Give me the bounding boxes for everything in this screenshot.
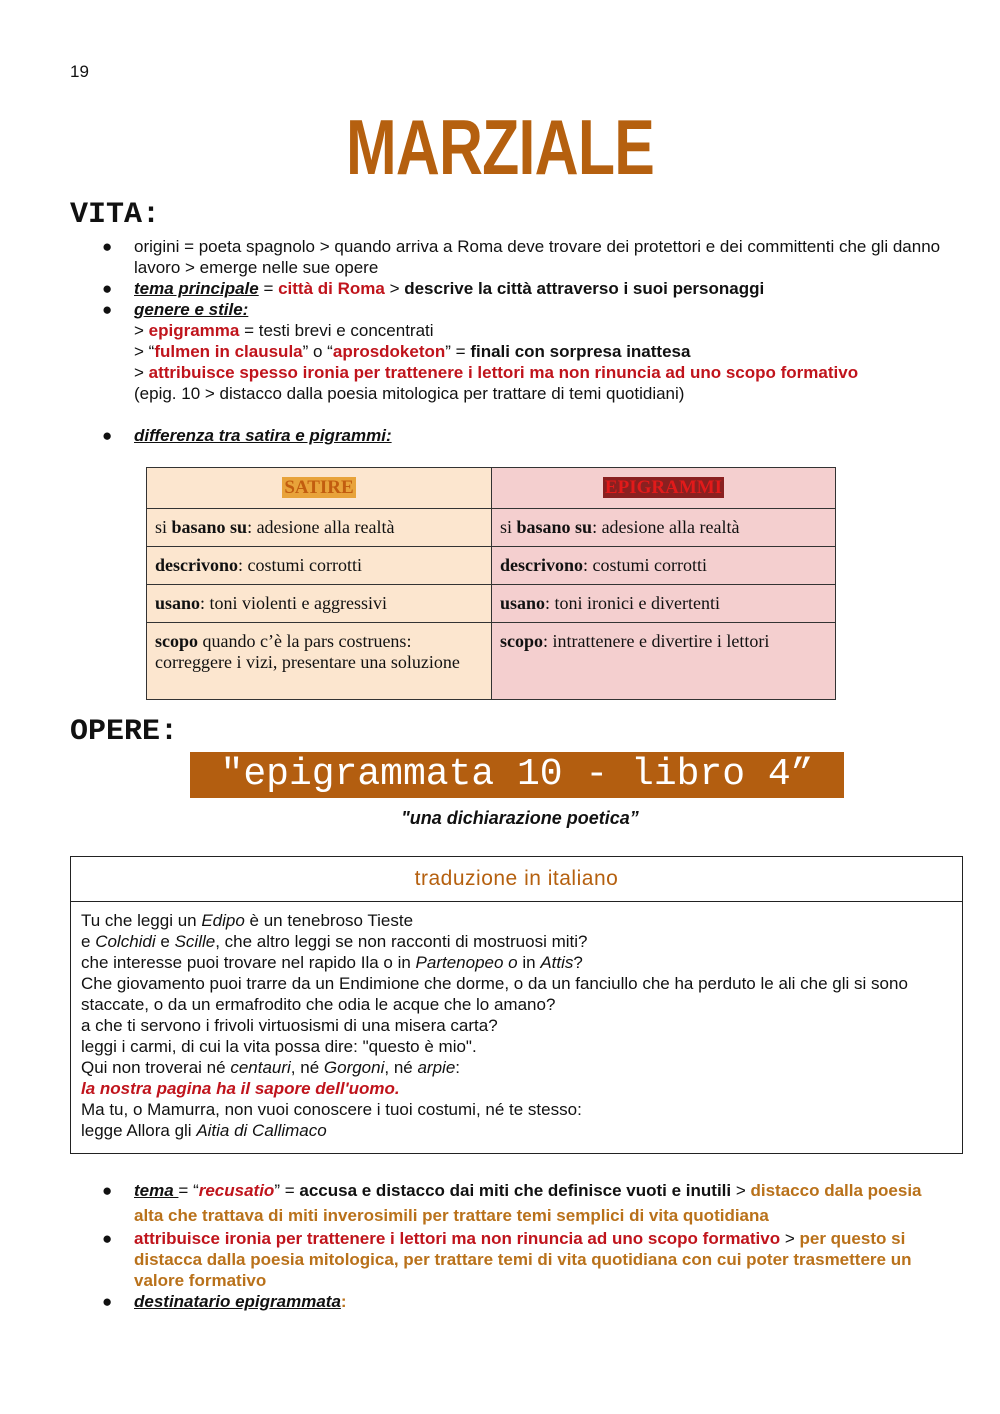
table-cell bbox=[492, 623, 836, 700]
o-text: ” o “ bbox=[302, 342, 333, 361]
citta-roma-text: città di Roma bbox=[278, 279, 385, 298]
finali-text: finali con sorpresa inattesa bbox=[470, 342, 691, 361]
bullet-icon: ● bbox=[102, 279, 113, 298]
bullet-icon: ● bbox=[102, 1229, 113, 1248]
text: in bbox=[517, 953, 541, 972]
translation-line bbox=[81, 952, 952, 973]
translation-highlight-line: la nostra pagina ha il sapore dell'uomo. bbox=[81, 1079, 400, 1098]
text: , né bbox=[290, 1058, 324, 1077]
accusa-text: accusa e distacco dai miti che definisce vuoti e inutili bbox=[299, 1181, 732, 1200]
cell-value: : adesione alla realtà bbox=[592, 517, 740, 537]
list-item bbox=[72, 278, 952, 299]
translation-line: leggi i carmi, di cui la vita possa dire: "questo è mio". bbox=[81, 1037, 477, 1056]
text: ” = bbox=[274, 1181, 300, 1200]
bullet-icon: ● bbox=[102, 300, 113, 319]
table-cell bbox=[492, 547, 836, 585]
cell-prefix: si bbox=[155, 517, 172, 537]
translation-line: Ma tu, o Mamurra, non vuoi conoscere i tuoi costumi, né te stesso: bbox=[81, 1100, 582, 1119]
text: che interesse puoi trovare nel rapido Ila o in bbox=[81, 953, 416, 972]
table-row bbox=[147, 509, 836, 547]
cell-key: descrivono bbox=[500, 555, 583, 575]
text: legge Allora gli bbox=[81, 1121, 197, 1140]
genere-stile-label: genere e stile: bbox=[134, 300, 249, 319]
text: Qui non troverai né bbox=[81, 1058, 231, 1077]
text: Aitia di Callimaco bbox=[196, 1121, 327, 1140]
bullet-icon: ● bbox=[102, 237, 113, 256]
bullet-icon: ● bbox=[102, 1292, 113, 1311]
equals-text: = bbox=[258, 279, 279, 298]
translation-line bbox=[81, 1057, 952, 1078]
arrow-text: > “ bbox=[134, 342, 155, 361]
epig-note-text: (epig. 10 > distacco dalla poesia mitologica per trattare di temi quotidiani) bbox=[134, 384, 685, 403]
translation-line bbox=[81, 931, 952, 952]
table-cell bbox=[147, 623, 492, 700]
bullet-icon: ● bbox=[102, 1181, 113, 1200]
ironia-text: attribuisce ironia per trattenere i lettori ma non rinuncia ad uno scopo formativo bbox=[134, 1229, 781, 1248]
table-cell bbox=[492, 509, 836, 547]
opere-heading: OPERE: bbox=[70, 715, 179, 749]
list-item bbox=[72, 1228, 952, 1291]
text: Partenopeo o bbox=[415, 953, 518, 972]
arrow-text: > bbox=[134, 321, 149, 340]
page-title: MARZIALE bbox=[345, 103, 655, 191]
distacco-text: distacco dalla poesia alta che trattava di miti inverosimili per trattare temi semplici di vita quotidiana bbox=[134, 1181, 922, 1225]
cell-value: : costumi corrotti bbox=[238, 555, 362, 575]
text: arpie bbox=[417, 1058, 456, 1077]
differenza-label: differenza tra satira e pigrammi: bbox=[134, 426, 392, 445]
text: ? bbox=[573, 953, 583, 972]
recusatio-text: recusatio bbox=[198, 1181, 275, 1200]
cell-value: : toni ironici e divertenti bbox=[545, 593, 720, 613]
text: e bbox=[155, 932, 175, 951]
vita-list bbox=[72, 236, 952, 446]
page-number: 19 bbox=[70, 62, 89, 81]
cell-key: usano bbox=[500, 593, 546, 613]
vita-heading: VITA: bbox=[70, 198, 161, 232]
text: Tu che leggi un bbox=[81, 911, 202, 930]
cell-value: : intrattenere e divertire i lettori bbox=[543, 631, 770, 651]
text: Attis bbox=[540, 953, 574, 972]
work-title: "epigrammata 10 - libro 4” bbox=[190, 752, 844, 798]
translation-line: Che giovamento puoi trarre da un Endimione che dorme, o da un fanciullo che ha perduto le ali che gli si sono staccate, o da un ermafrodito che odia le acque che lo amano? bbox=[81, 974, 908, 1014]
opere-list bbox=[72, 1178, 952, 1312]
list-item bbox=[72, 425, 952, 446]
cell-value: : costumi corrotti bbox=[583, 555, 707, 575]
cell-value: : adesione alla realtà bbox=[247, 517, 395, 537]
descrive-text: descrive la città attraverso i suoi personaggi bbox=[404, 279, 765, 298]
text: Scille bbox=[174, 932, 216, 951]
satire-label: SATIRE bbox=[284, 477, 354, 498]
arrow-text: > bbox=[731, 1181, 751, 1200]
cell-value: : toni violenti e aggressivi bbox=[200, 593, 388, 613]
translation-line: a che ti servono i frivoli virtuosismi di una misera carta? bbox=[81, 1016, 498, 1035]
translation-heading: traduzione in italiano bbox=[71, 857, 962, 902]
arrow-text: > bbox=[384, 279, 405, 298]
text: : bbox=[455, 1058, 461, 1077]
epigrammi-label: EPIGRAMMI bbox=[604, 477, 723, 498]
translation-line bbox=[81, 910, 952, 931]
cell-key: descrivono bbox=[155, 555, 238, 575]
table-header-row bbox=[147, 468, 836, 509]
tema-principale-label: tema principale bbox=[134, 279, 259, 298]
cell-key: scopo bbox=[155, 631, 199, 651]
origini-text: origini = poeta spagnolo > quando arriva a Roma deve trovare dei protettori e dei committenti che gli danno lavoro > emerge nelle sue opere bbox=[134, 237, 941, 277]
text: = “ bbox=[178, 1181, 199, 1200]
text: e bbox=[81, 932, 96, 951]
text: : bbox=[340, 1292, 347, 1311]
list-item bbox=[72, 236, 952, 278]
fulmen-text: fulmen in clausula bbox=[154, 342, 303, 361]
translation-body bbox=[71, 902, 962, 1149]
table-row bbox=[147, 547, 836, 585]
work-subtitle: "una dichiarazione poetica” bbox=[401, 808, 639, 828]
table-cell bbox=[147, 547, 492, 585]
cell-key: basano su bbox=[516, 517, 593, 537]
equals-text: ” = bbox=[445, 342, 471, 361]
text: Edipo bbox=[201, 911, 245, 930]
translation-line bbox=[81, 1120, 952, 1141]
bullet-icon: ● bbox=[102, 426, 113, 445]
header-satire bbox=[147, 468, 492, 509]
text: Colchidi bbox=[95, 932, 156, 951]
text: , che altro leggi se non racconti di mostruosi miti? bbox=[215, 932, 588, 951]
text: centauri bbox=[230, 1058, 291, 1077]
cell-key: basano su bbox=[171, 517, 248, 537]
arrow-text: > bbox=[780, 1229, 800, 1248]
epigramma-text: epigramma bbox=[148, 321, 240, 340]
per-questo-text: per questo si distacca dalla poesia mitologica, per trattare temi di vita quotidiana con cui poter trasmettere un valore formativo bbox=[134, 1229, 912, 1290]
text: , né bbox=[384, 1058, 418, 1077]
destinatario-label: destinatario epigrammata bbox=[134, 1292, 341, 1311]
aprosdoketon-text: aprosdoketon bbox=[332, 342, 446, 361]
header-epigrammi bbox=[492, 468, 836, 509]
table-row bbox=[147, 623, 836, 700]
comparison-table bbox=[146, 467, 836, 700]
list-item bbox=[72, 1178, 952, 1228]
table-cell bbox=[147, 509, 492, 547]
table-row bbox=[147, 585, 836, 623]
list-item bbox=[72, 1291, 952, 1312]
cell-key: usano bbox=[155, 593, 201, 613]
testi-brevi-text: = testi brevi e concentrati bbox=[239, 321, 434, 340]
arrow-text: > bbox=[134, 363, 149, 382]
tema-label: tema bbox=[134, 1181, 179, 1200]
text: Gorgoni bbox=[323, 1058, 385, 1077]
table-cell bbox=[492, 585, 836, 623]
translation-box bbox=[70, 856, 963, 1154]
list-item bbox=[72, 299, 952, 404]
ironia-text: attribuisce spesso ironia per trattenere i lettori ma non rinuncia ad uno scopo formativo bbox=[148, 363, 859, 382]
cell-prefix: si bbox=[500, 517, 517, 537]
cell-value: quando c’è la pars costruens: correggere i vizi, presentare una soluzione bbox=[155, 631, 460, 672]
cell-key: scopo bbox=[500, 631, 544, 651]
text: è un tenebroso Tieste bbox=[244, 911, 414, 930]
table-cell bbox=[147, 585, 492, 623]
